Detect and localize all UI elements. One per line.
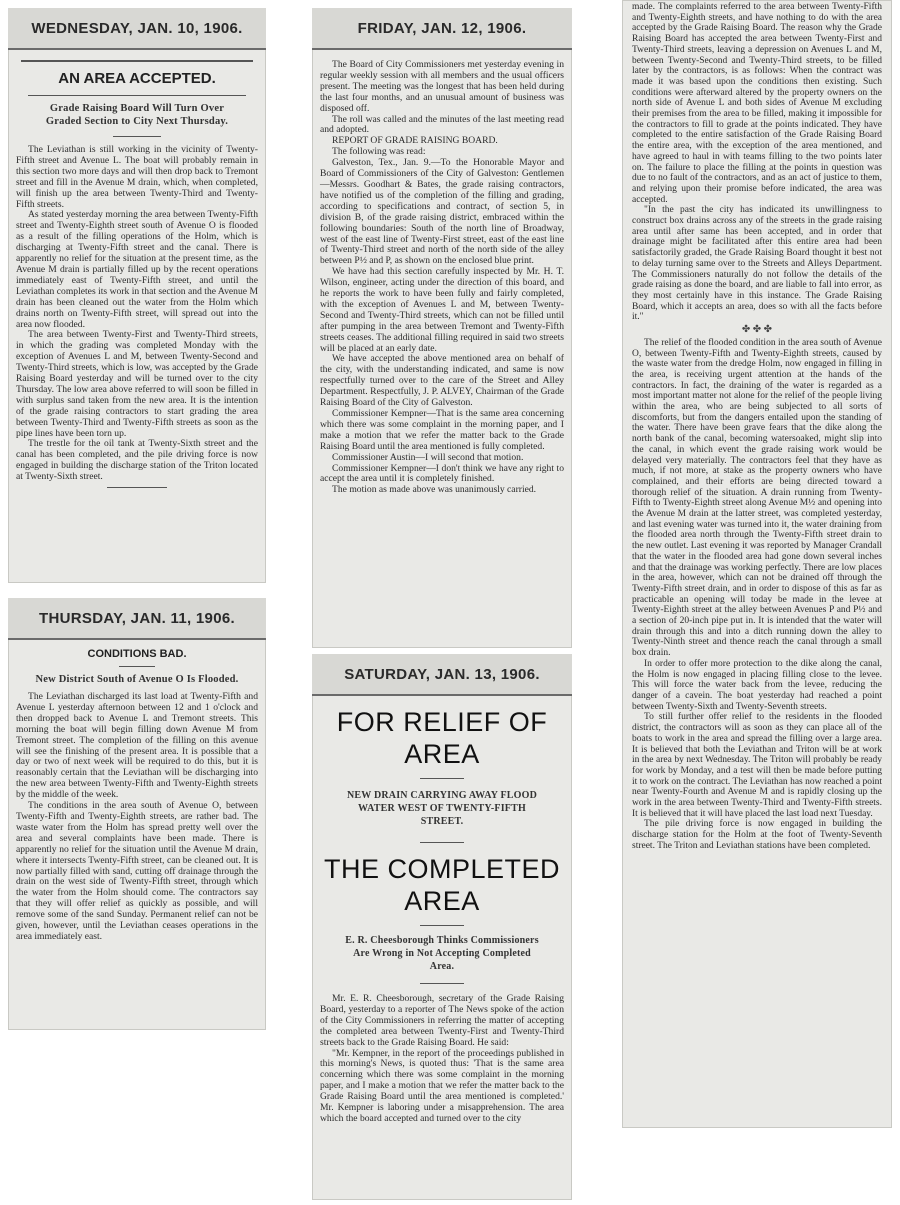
divider: [420, 983, 464, 984]
date-banner: [8, 8, 266, 50]
article: [16, 60, 258, 494]
article: [632, 2, 882, 852]
clipping-continuation: [622, 0, 892, 1128]
paragraph: We have had this section carefully inspected by Mr. H. T. Wilson, engineer, acting under the direction of this board, and he reports the work to have been fully and fairly completed, with the exception of Avenues L and M, between Twenty-Second and Twenty-Third streets, which can not be filled until after pumping in the area between Tremont and Twenty-Fifth streets ceases. The additional filling required in said two streets will be placed at an early date.: [320, 266, 564, 354]
subheadline-secondary: E. R. Cheesborough Thinks Commissioners Are Wrong in Not Accepting Completed Area.: [345, 935, 539, 972]
paragraph: The trestle for the oil tank at Twenty-Sixth street and the canal has been completed, and the pile driving force is now engaged in building the discharge station of the Triton located at Twenty-Sixth street.: [16, 438, 258, 483]
divider: [28, 95, 246, 96]
divider: [107, 487, 168, 488]
date-banner: [8, 598, 266, 640]
headline-secondary: THE COMPLETED AREA: [323, 854, 561, 916]
clipping-date: SATURDAY, JAN. 13, 1906.: [344, 665, 540, 683]
paragraph: made. The complaints referred to the area between Twenty-Fifth and Twenty-Eighth streets, and have nothing to do with the area accepted by the Grade Raising Board. The reason why the Grade Raising Board has accepted the area between Twenty-First and Twenty-Third streets, leaving a depression on Avenues L and M, between Twenty-Second and Twenty-Third streets, to be filled later by the contractors, is as follows: When the contract was made it was based upon the conditions then existing. Such conditions were afterward altered by the property owners on the north side of Avenue L and both sides of Avenue M excluding their premises from the area to be filled, making it impossible for the contractors to fill to grade at the points indicated. They have completed to the entire satisfaction of the Grade Raising Board the entire area, with the exception of the area mentioned, and have agreed to haul in with teams filling to the two points later on. The failure to place the filling at the points in question was due to no fault of the contractors, and as an act of justice to them, and relying upon their promise before indicated, the area was accepted.: [632, 2, 882, 205]
paragraph: As stated yesterday morning the area between Twenty-Fifth street and Twenty-Eighth street south of Avenue O is flooded as a result of the filling operations of the Holm, which is discharging at Twenty-Fifth street and the canal. There is apparently no relief for the situation at the present time, as the Avenue M drain is partially filled up by the recent operations immediately east of Twenty-Fifth street, and until the Leviathan completes its work in that section and the Avenue M drain has been cleaned out the water from the Holm which drains north on Twenty-Fifth street, will spread out into the area now flooded.: [16, 209, 258, 330]
article-body: [320, 994, 564, 1125]
subheadline: New District South of Avenue O Is Flooded.: [35, 674, 239, 685]
paragraph: The Board of City Commissioners met yesterday evening in regular weekly session with all members and the usual officers present. The meeting was the longest that has been held during the last four months, and an unusual amount of business was disposed off.: [320, 59, 564, 114]
clipping-friday: [312, 8, 572, 648]
paragraph: The relief of the flooded condition in the area south of Avenue O, between Twenty-Fifth and Twenty-Eighth streets, caused by the waste water from the dredge Holm, now engaged in filling in the area, is receiving urgent attention at the hands of the contractors. In fact, the draining of the water is regarded as a most important matter not alone for the relief of the people living within the area, who are being subjected to all sorts of discomforts, but from the dangers entailed upon the standing of the water. There have been grave fears that the dike along the north bank of the canal, becoming watersoaked, might slip into the canal, in which event the grade raising work would be delayed very materially. The contractors feel that they have as much, if not more, at stake as the property owners who have complained, and their efforts are being directed toward a thorough relief of the situation. A drain running from Twenty-Fifth to Twenty-Eighth street along Avenue M½ and opening into the Avenue M drain at the latter street, was completed yesterday, and last evening water was turned into it, the water draining from the flooded area north through the Twenty-Fifth street drain to the new outlet. Last evening it was reported by Manager Crandall that the water in the flooded area had gone down several inches and that the drainage was working perfectly. There are low places in the area, however, which can not be drained off through the Twenty-Fifth street drain, and in order to dispose of this as far as practicable an opening will today be made in the levee at Twenty-Eighth street at the alley between Avenues P and P½ and a section of 20-inch pipe put in. It is intended that the water will drain through this and into a ditch running down the alley to Twenty-Ninth street and thence reach the canal through a small box drain.: [632, 337, 882, 659]
paragraph: Commissioner Kempner—I don't think we have any right to accept the area until it is completely finished.: [320, 462, 564, 485]
article-body: [632, 2, 882, 852]
paragraph: The pile driving force is now engaged in building the discharge station for the Holm at the foot of Twenty-Seventh street. The Triton and Leviathan stations have been completed.: [632, 819, 882, 851]
divider: [420, 925, 464, 926]
paragraph: In order to offer more protection to the dike along the canal, the Holm is now engaged in placing filling close to the levee. This will force the water back from the levee, reducing the danger of a cavein. The boat yesterday had reached a point between Twenty-Sixth and Twenty-Seventh streets.: [632, 658, 882, 712]
article-body: [16, 145, 258, 483]
date-banner: [312, 654, 572, 696]
paragraph: We have accepted the above mentioned area on behalf of the city, with the understanding indicated, and same is now respectfully turned over to the care of the Street and Alley Department. Respectfully, J. P. ALVEY, Chairman of the Grade Raising Board of the City of Galveston.: [320, 353, 564, 409]
article: [320, 60, 564, 496]
paragraph: The following was read:: [332, 146, 426, 158]
paragraph: The area between Twenty-First and Twenty-Third streets, in which the grading was completed Monday with the exception of Avenues L and M, between Twenty-Second and Twenty-Third streets, which is low, was accepted by the Grade Raising Board yesterday and will be turned over to the city Thursday. The low area above referred to will soon be filled in with surplus sand taken from the new area. It is the intention of the grade raising contractors to start grading the area between Twenty-Third and Twenty-Fifth streets as soon as the pipe lines have been torn up.: [16, 329, 258, 439]
paragraph: To still further offer relief to the residents in the flooded district, the contractors will as soon as they can place all of the boats to work in the area and spread the filling over a large area. It is believed that both the Leviathan and Triton will be at work in the area by next Wednesday. The Triton will probably be ready for work by Monday, and a test will then be made before putting it to work on the contract. The Leviathan has now reached a point near Twenty-Fourth and Avenue M and is rapidly closing up the work in the area between Twenty-Third and Twenty-Fifth streets. It is believed that it will have placed the last load next Tuesday.: [632, 712, 882, 819]
article-body: [320, 60, 564, 496]
divider: [119, 666, 155, 667]
date-banner: [312, 8, 572, 50]
subheadline: Grade Raising Board Will Turn Over Graded Section to City Next Thursday.: [45, 103, 229, 127]
paragraph: The conditions in the area south of Avenue O, between Twenty-Fifth and Twenty-Eighth streets, are rather bad. The waste water from the Holm has spread pretty well over the area and several complaints have been made. There is apparently no relief for the situation until the Avenue M drain, where it intersects Twenty-Fifth street, can be cleaned out. It is now partially filled with sand, cutting off drainage through the drain on the west side of Twenty-Fifth street, through which the water from the Holm should come. The contractors say that they will offer relief as quickly as possible, and will remove some of the sand Sunday. Permanent relief can not be given, however, until the Leviathan ceases operations in the area immediately east.: [16, 800, 258, 942]
clipping-saturday: [312, 654, 572, 1200]
paragraph: The Leviathan is still working in the vicinity of Twenty-Fifth street and Avenue L. The boat will probably remain in this section two more days and will then drop back to Tremont street and fill in the Avenue M drain, which, when completed, will finish up the area between Twenty-Third and Twenty-Fifth streets.: [16, 144, 258, 210]
divider: [420, 778, 464, 779]
divider: [21, 60, 253, 62]
article: [320, 706, 564, 1125]
article-body: [16, 692, 258, 943]
clipping-date: THURSDAY, JAN. 11, 1906.: [39, 609, 235, 627]
clipping-thursday: [8, 598, 266, 1030]
paragraph: REPORT OF GRADE RAISING BOARD.: [332, 135, 498, 147]
clipping-date: FRIDAY, JAN. 12, 1906.: [357, 19, 527, 37]
headline: AN AREA ACCEPTED.: [58, 70, 216, 87]
paragraph: The roll was called and the minutes of the last meeting read and adopted.: [320, 113, 564, 136]
headline: FOR RELIEF OF AREA: [336, 707, 548, 769]
clipping-wednesday: [8, 8, 266, 583]
divider: [420, 842, 464, 843]
paragraph: Mr. E. R. Cheesborough, secretary of the Grade Raising Board, yesterday to a reporter of The News spoke of the action of the City Commissioners in referring the matter of accepting the completed area between Twenty-First and Twenty-Third streets back to the Grade Raising Board. He said:: [320, 993, 564, 1048]
headline: CONDITIONS BAD.: [87, 648, 187, 660]
paragraph: Commissioner Austin—I will second that motion.: [332, 451, 524, 463]
divider: [113, 136, 161, 137]
paragraph: "In the past the city has indicated its unwillingness to construct box drains across any of the streets in the grade raising area until after same has been accepted, and in order that drainage might be facilitated after this entire area had been satisfactorily graded, the Grade Raising Board thought it best not to delay turning same over to the Streets and Alleys Department. The Commissioners naturally do not follow the details of the grade raising as done the board, and are liable to fall into error, as they most certainly have in this instance. The Grade Raising Board, which it accepts an area, does so with all the facts before it.": [632, 205, 882, 323]
paragraph: The Leviathan discharged its last load at Twenty-Fifth and Avenue L yesterday afternoon between 12 and 1 o'clock and then dropped back to Avenue L and Tremont streets. This morning the boat will begin filling down Avenue M from Tremont street. The completion of the filling on this avenue will see the finishing of the present area. It is possible that a day or two of next week will be required to do this, but it is reasonably certain that the Leviathan will be discharging into the new area between Twenty-Fifth and Twenty-Eighth streets by the middle of the week.: [16, 691, 258, 801]
section-separator: ✤ ✤ ✤: [741, 324, 773, 336]
paragraph: The motion as made above was unanimously carried.: [332, 484, 537, 496]
subheadline: NEW DRAIN CARRYING AWAY FLOOD WATER WEST OF TWENTY-FIFTH STREET.: [346, 790, 538, 827]
paragraph: Commissioner Kempner—That is the same area concerning which there was some complaint in the morning paper, and I make a motion that we refer the matter back to the Grade Raising Board until the area mentioned is fully completed.: [320, 408, 564, 452]
clipping-date: WEDNESDAY, JAN. 10, 1906.: [31, 19, 243, 37]
paragraph: "Mr. Kempner, in the report of the proceedings published in this morning's News, is quoted thus: 'That is the same area concerning which there was some complaint in the morning paper, and I make a motion that we refer the matter back to the Grade Raising Board until the area mentioned is completed.' Mr. Kempner is laboring under a misapprehension. The area which the board accepted and turned over to the city: [320, 1047, 564, 1124]
paragraph: Galveston, Tex., Jan. 9.—To the Honorable Mayor and Board of Commissioners of the City of Galveston: Gentlemen—Messrs. Goodhart & Bates, the grade raising contractors, have notified us of the completion of the filling and grading, according to specifications and contract, of section 5, in division B, of the grade raising district, embraced within the following boundaries: South of the north line of Broadway, west of the east line of Twenty-First street, east of the east line of Twenty-Third street and north of the north side of the alley between P½ and P, as shown on the enclosed blue print.: [320, 157, 564, 267]
article: [16, 648, 258, 943]
